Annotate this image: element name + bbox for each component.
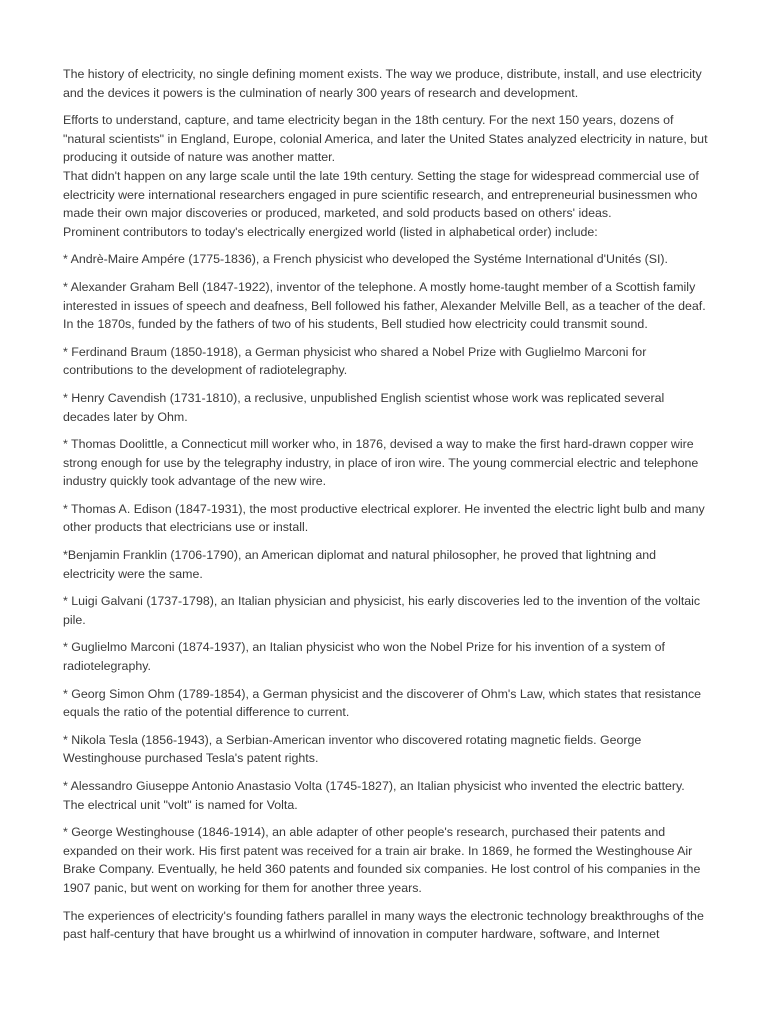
list-item-braum: * Ferdinand Braum (1850-1918), a German physicist who shared a Nobel Prize with Guglielmo Marconi for contributions to the development of radiotelegraphy.: [63, 344, 647, 378]
list-item-cavendish: * Henry Cavendish (1731-1810), a reclusive, unpublished English scientist whose work was replicated several decades later by Ohm.: [63, 390, 665, 424]
list-item-ampere: * Andrè-Maire Ampére (1775-1836), a French physicist who developed the Systéme International d'Unités (SI).: [63, 252, 668, 267]
list-item-doolittle: * Thomas Doolittle, a Connecticut mill worker who, in 1876, devised a way to make the first hard-drawn copper wire strong enough for use by the telegraphy industry, in place of iron wire. The young commercial electric and telephone industry quickly took advantage of the new wire.: [63, 437, 699, 489]
paragraph-contributors-intro: Prominent contributors to today's electrically energized world (listed in alphabetical order) include:: [63, 224, 598, 239]
paragraph-efforts: Efforts to understand, capture, and tame electricity began in the 18th century. For the next 150 years, dozens of "natural scientists" in England, Europe, colonial America, and later the United States analyzed electricity in nature, but producing it outside of nature was another matter.: [63, 113, 708, 165]
paragraph-large-scale: That didn't happen on any large scale until the late 19th century. Setting the stage for widespread commercial use of electricity were international researchers engaged in pure scientific research, and entrepreneurial businessmen who made their own major discoveries or produced, marketed, and sold products based on others' ideas.: [63, 168, 699, 221]
list-item-tesla: * Nikola Tesla (1856-1943), a Serbian-American inventor who discovered rotating magnetic fields. George Westinghouse purchased Tesla's patent rights.: [63, 732, 642, 766]
list-item-ohm: * Georg Simon Ohm (1789-1854), a German physicist and the discoverer of Ohm's Law, which states that resistance equals the ratio of the potential difference to current.: [63, 686, 702, 720]
paragraph-conclusion: The experiences of electricity's founding fathers parallel in many ways the electronic technology breakthroughs of the past half-century that have brought us a whirlwind of innovation in computer hardware, software, and Internet: [63, 908, 704, 942]
list-item-franklin: *Benjamin Franklin (1706-1790), an American diplomat and natural philosopher, he proved that lightning and electricity were the same.: [63, 548, 657, 581]
list-item-galvani: * Luigi Galvani (1737-1798), an Italian physician and physicist, his early discoveries led to the invention of the voltaic pile.: [63, 594, 701, 627]
paragraph-intro: The history of electricity, no single defining moment exists. The way we produce, distribute, install, and use electricity and the devices it powers is the culmination of nearly 300 years of research and development.: [63, 67, 702, 100]
list-item-marconi: * Guglielmo Marconi (1874-1937), an Italian physicist who won the Nobel Prize for his invention of a system of radiotelegraphy.: [63, 640, 665, 674]
list-item-bell: * Alexander Graham Bell (1847-1922), inventor of the telephone. A mostly home-taught member of a Scottish family interested in issues of speech and deafness, Bell followed his father, Alexander Melville Bell, as a teacher of the deaf. In the 1870s, funded by the fathers of two of his students, Bell studied how electricity could transmit sound.: [63, 279, 706, 332]
list-item-westinghouse: * George Westinghouse (1846-1914), an able adapter of other people's research, purchased their patents and expanded on their work. His first patent was received for a train air brake. In 1869, he formed the Westinghouse Air Brake Company. Eventually, he held 360 patents and founded six companies. He lost control of his companies in the 1907 panic, but went on working for them for another three years.: [63, 825, 701, 895]
list-item-edison: * Thomas A. Edison (1847-1931), the most productive electrical explorer. He invented the electric light bulb and many other products that electricians use or install.: [63, 501, 705, 535]
list-item-volta: * Alessandro Giuseppe Antonio Anastasio Volta (1745-1827), an Italian physicist who invented the electric battery. The electrical unit "volt" is named for Volta.: [63, 779, 685, 812]
